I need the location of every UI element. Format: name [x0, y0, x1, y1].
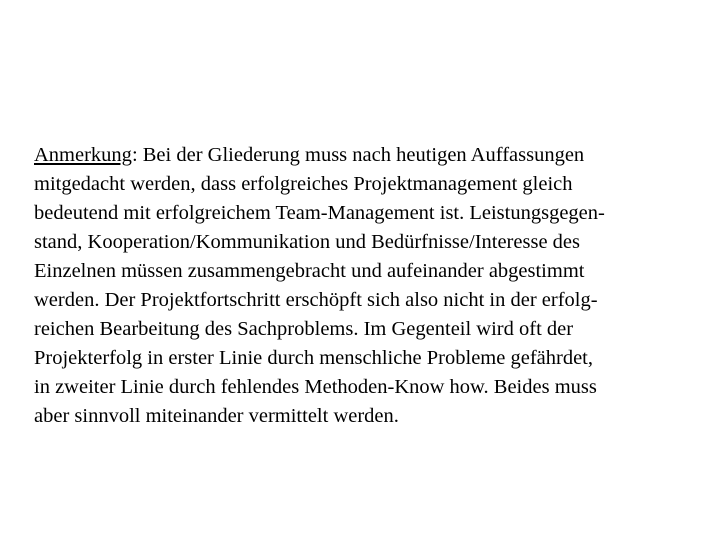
- paragraph-line: reichen Bearbeitung des Sachproblems. Im Gegenteil wird oft der: [34, 318, 574, 340]
- paragraph-line: [34, 141, 714, 170]
- paragraph-line: bedeutend mit erfolgreichem Team-Management ist. Leistungsgegen-: [34, 202, 605, 224]
- paragraph-line: werden. Der Projektfortschritt erschöpft sich also nicht in der erfolg-: [34, 289, 598, 311]
- paragraph-line: Einzelnen müssen zusammengebracht und aufeinander abgestimmt: [34, 260, 585, 282]
- paragraph-line: in zweiter Linie durch fehlendes Methoden-Know how. Beides muss: [34, 376, 597, 398]
- annotation-label: Anmerkung: [34, 144, 132, 166]
- paragraph-line: mitgedacht werden, dass erfolgreiches Projektmanagement gleich: [34, 173, 573, 195]
- annotation-paragraph: [34, 141, 714, 431]
- paragraph-line: Projekterfolg in erster Linie durch menschliche Probleme gefährdet,: [34, 347, 593, 369]
- paragraph-line: stand, Kooperation/Kommunikation und Bedürfnisse/Interesse des: [34, 231, 580, 253]
- paragraph-line-text: : Bei der Gliederung muss nach heutigen Auffassungen: [131, 144, 585, 166]
- paragraph-line: aber sinnvoll miteinander vermittelt werden.: [34, 405, 399, 427]
